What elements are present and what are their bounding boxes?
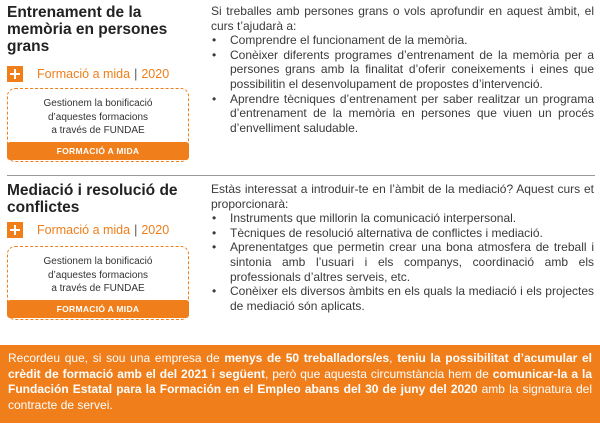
- format-label: Formació a mida: [37, 67, 131, 81]
- course-format: [7, 222, 169, 238]
- course-memory-training: [0, 0, 600, 172]
- footer-notice: Recordeu que, si sou una empresa de menys de 50 treballadors/es, teniu la possibilitat d’acumular el crèdit de formació amb el del 2021 i següent, però que aquesta circumstància hem de comunicar-la a la Fundación Estatal para la Formación en el Empleo abans del 30 de juny del 2020 amb la signatura del contracte de servei.: [0, 345, 600, 423]
- course-bullets: [211, 33, 594, 135]
- course-bullets: [211, 211, 594, 313]
- notice-highlight: menys de 50 treballadors/es: [224, 351, 390, 365]
- list-item: • Conèixer diferents programes d’entrenament de la memòria per a persones grans amb la finalitat d’oferir coneixements i eines que possibilitin el desenvolupament de propostes d’intervenció.: [211, 48, 594, 92]
- course-title: Mediació i resolució de conflictes: [7, 182, 178, 216]
- list-item: • Instruments que millorin la comunicació interpersonal.: [211, 211, 594, 226]
- format-year: 2020: [141, 67, 170, 81]
- list-item: • Aprenentatges que permetin crear una bona atmosfera de treball i sintonia amb l’usuari i els companys, coordinació amb els professionals d’altres serveis, etc.: [211, 240, 594, 284]
- course-mediation: [0, 180, 600, 320]
- fundae-line: d’aquestes formacions: [47, 111, 149, 123]
- list-item: • Tècniques de resolució alternativa de conflictes i mediació.: [211, 226, 594, 241]
- notice-highlight: comunicar-la a la Fundación Estatal para la Formación en el Empleo abans del 30 de juny del 2020: [8, 366, 592, 397]
- formacio-a-mida-button[interactable]: FORMACIÓ A MIDA: [7, 142, 189, 160]
- plus-icon: [7, 66, 23, 82]
- list-item: • Aprendre tècniques d’entrenament per saber realitzar un programa d’entrenament de la memòria en persones que viuen un procés d’envelliment saludable.: [211, 92, 594, 136]
- fundae-line: a través de FUNDAE: [51, 125, 145, 136]
- fundae-line: Gestionem la bonificació: [43, 98, 153, 109]
- course-intro: Estàs interessat a introduir-te en l’àmbit de la mediació? Aquest curs et proporcionarà:: [211, 182, 594, 211]
- course-format: [7, 66, 169, 82]
- course-title: Entrenament de la memòria en persones grans: [7, 4, 168, 55]
- format-separator: |: [134, 223, 138, 237]
- section-divider: [7, 175, 595, 176]
- plus-icon: [7, 222, 23, 238]
- course-intro: Si treballes amb persones grans o vols aprofundir en aquest àmbit, el curs t’ajudarà a:: [211, 4, 594, 33]
- fundae-line: Gestionem la bonificació: [43, 256, 153, 267]
- format-year: 2020: [141, 223, 170, 237]
- fundae-line: d’aquestes formacions: [47, 269, 149, 281]
- course-description: [211, 4, 594, 135]
- format-separator: |: [134, 67, 138, 81]
- notice-highlight: teniu la possibilitat d’acumular el crèdit de formació amb el del 2021 i següent: [8, 351, 593, 381]
- fundae-line: a través de FUNDAE: [51, 283, 145, 294]
- list-item: • Comprendre el funcionament de la memòria.: [211, 33, 594, 48]
- course-description: [211, 182, 594, 313]
- list-item: • Conèixer els diversos àmbits en els quals la mediació i els projectes de mediació són aplicats.: [211, 284, 594, 313]
- formacio-a-mida-button[interactable]: FORMACIÓ A MIDA: [7, 300, 189, 318]
- format-label: Formació a mida: [37, 223, 131, 237]
